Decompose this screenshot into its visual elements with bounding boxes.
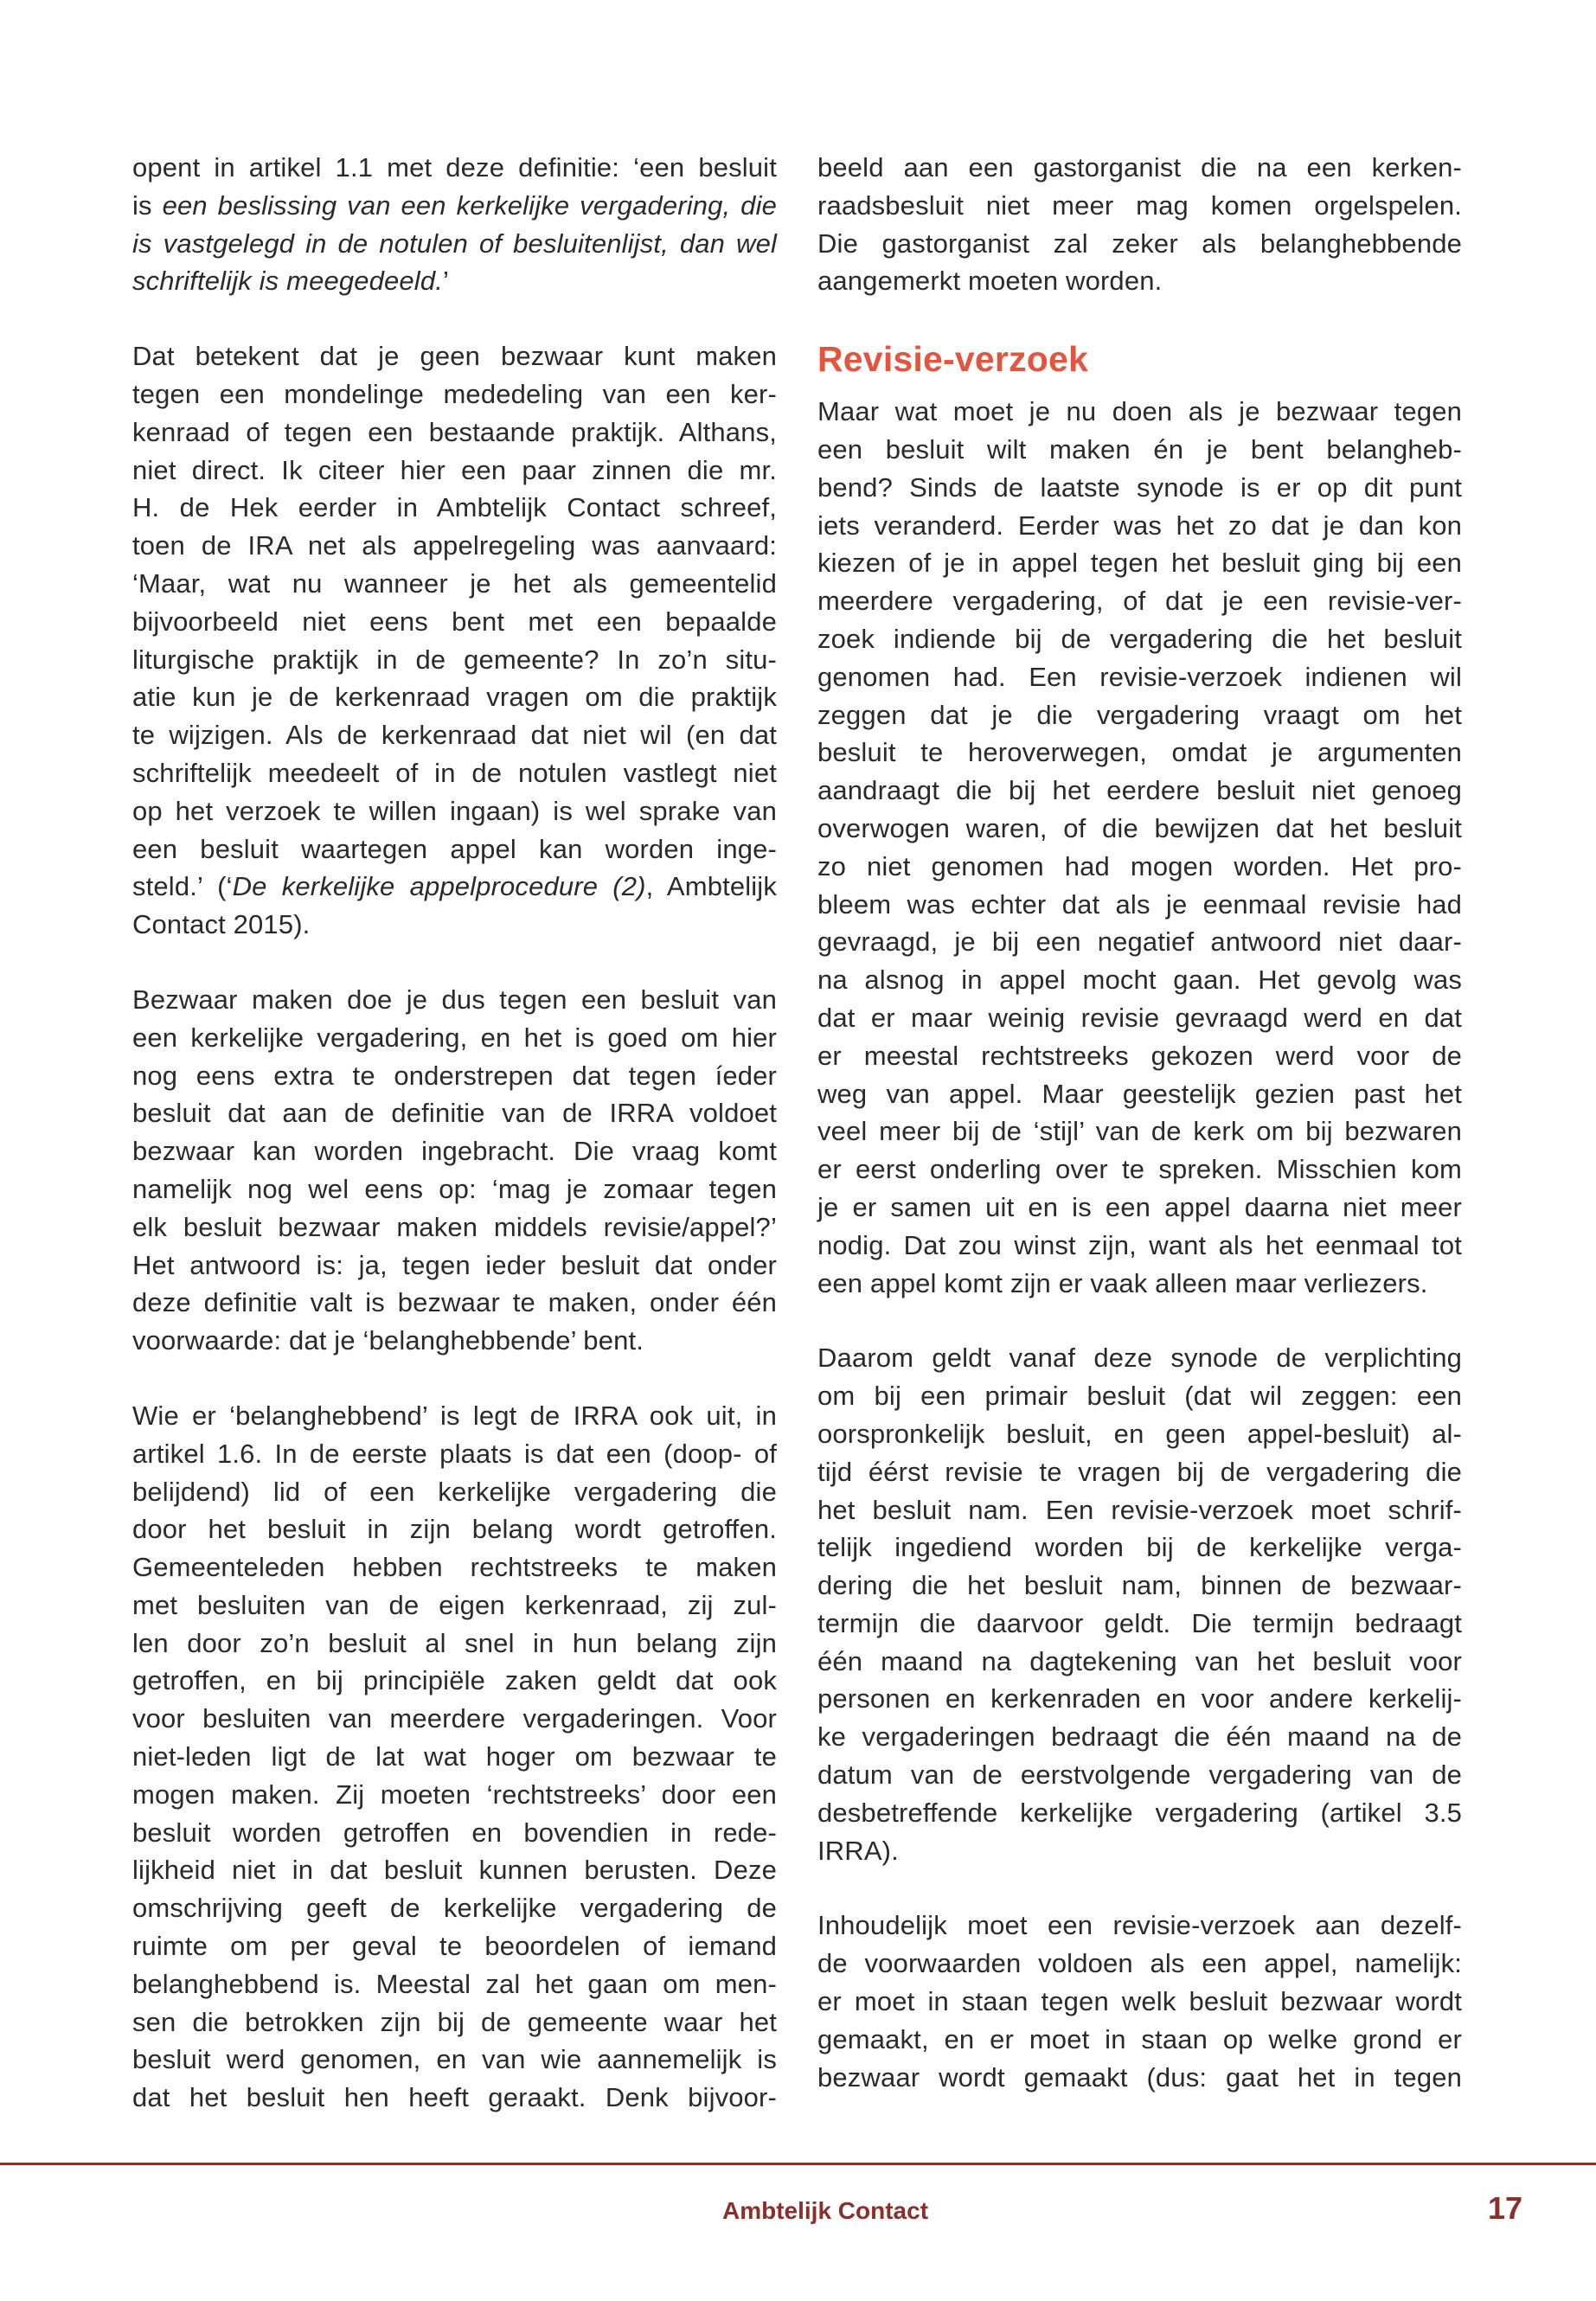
paragraph-belanghebbend xyxy=(132,1397,777,2117)
text-line: genomen had. Een revisie-verzoek indienen wil xyxy=(817,661,1462,692)
text-line: te wijzigen. Als de kerkenraad dat niet wil (en dat xyxy=(132,720,777,751)
text-line: dat er maar weinig revisie gevraagd werd en dat xyxy=(817,1002,1462,1033)
text-line: ruimte om per geval te beoordelen of iemand xyxy=(132,1931,777,1962)
section-heading: Revisie-verzoek xyxy=(817,339,1088,380)
text-line: Gemeenteleden hebben rechtstreeks te maken xyxy=(132,1552,777,1583)
text-line: Wie er ‘belanghebbend’ is legt de IRRA ook uit, in xyxy=(132,1400,777,1431)
text-line: veel meer bij de ‘stijl’ van de kerk om bij bezwaren xyxy=(817,1116,1462,1147)
text-line: opent in artikel 1.1 met deze definitie: ‘een besluit xyxy=(132,152,777,183)
text-line: op het verzoek te willen ingaan) is wel sprake van xyxy=(132,795,777,826)
text-line: sen die betrokken zijn bij de gemeente waar het xyxy=(132,2006,777,2037)
text-line: besluit worden getroffen en bovendien in rede- xyxy=(132,1817,777,1848)
text-line: na alsnog in appel mocht gaan. Het gevolg was xyxy=(817,965,1462,996)
text-line: namelijk nog wel eens op: ‘mag je zomaar tegen xyxy=(132,1173,777,1204)
text-line: desbetreffende kerkelijke vergadering (artikel 3.5 xyxy=(817,1797,1462,1828)
text-line: liturgische praktijk in de gemeente? In zo’n situ- xyxy=(132,644,777,675)
text-line: de voorwaarden voldoen als een appel, namelijk: xyxy=(817,1948,1462,1979)
text-line: raadsbesluit niet meer mag komen orgelspelen. xyxy=(817,189,1462,221)
text-line: ke vergaderingen bedraagt die één maand na de xyxy=(817,1721,1462,1753)
text-line xyxy=(132,262,777,300)
text-line xyxy=(132,225,777,263)
text-span: steld.’ (‘ xyxy=(132,871,233,902)
text-line: Contact 2015). xyxy=(132,909,311,940)
text-line: één maand na dagtekening van het besluit voor xyxy=(817,1645,1462,1676)
text-line: Maar wat moet je nu doen als je bezwaar tegen xyxy=(817,396,1462,427)
text-line: omschrijving geeft de kerkelijke vergadering de xyxy=(132,1893,777,1924)
text-line: belanghebbend is. Meestal zal het gaan om men- xyxy=(132,1968,777,1999)
text-line: gevraagd, je bij een negatief antwoord niet daar- xyxy=(817,926,1462,958)
text-line: bijvoorbeeld niet eens bent met een bepaalde xyxy=(132,606,777,637)
text-line: beeld aan een gastorganist die na een kerken- xyxy=(817,152,1462,183)
text-line: Inhoudelijk moet een revisie-verzoek aan dezelf- xyxy=(817,1910,1462,1941)
text-line: zoek indiende bij de vergadering die het besluit xyxy=(817,623,1462,654)
italic-quote: schriftelijk is meegedeeld. xyxy=(132,266,443,297)
text-line: belijdend) lid of een kerkelijke vergadering die xyxy=(132,1476,777,1507)
text-line: niet direct. Ik citeer hier een paar zinnen die mr. xyxy=(132,454,777,485)
text-line: bezwaar kan worden ingebracht. Die vraag komt xyxy=(132,1136,777,1167)
text-line: kiezen of je in appel tegen het besluit ging bij een xyxy=(817,548,1462,579)
text-line: het besluit nam. Een revisie-verzoek moet schrif- xyxy=(817,1494,1462,1525)
text-line: er moet in staan tegen welk besluit bezwaar wordt xyxy=(817,1986,1462,2017)
text-line: er eerst onderling over te spreken. Misschien kom xyxy=(817,1154,1462,1185)
text-line: een besluit waartegen appel kan worden inge- xyxy=(132,833,777,864)
text-line: een appel komt zijn er vaak alleen maar verliezers. xyxy=(817,1267,1428,1298)
paragraph-bezwaar-maken xyxy=(132,981,777,1360)
text-line: bleem was echter dat als je eenmaal revisie had xyxy=(817,888,1462,920)
text-line: voor besluiten van meerdere vergaderingen. Voor xyxy=(132,1703,777,1734)
text-line xyxy=(132,868,777,906)
paragraph-verplichting xyxy=(817,1339,1462,1869)
text-line: een kerkelijke vergadering, en het is goed om hier xyxy=(132,1022,777,1053)
text-line: elk besluit bezwaar maken middels revisie/appel?’ xyxy=(132,1211,777,1242)
text-line: schriftelijk meedeelt of in de notulen vastlegt niet xyxy=(132,757,777,788)
text-line: aangemerkt moeten worden. xyxy=(817,266,1163,297)
text-line: tegen een mondelinge mededeling van een ker- xyxy=(132,378,777,409)
text-line: door het besluit in zijn belang wordt getroffen. xyxy=(132,1514,777,1545)
text-line: meerdere vergadering, of dat je een revisie-ver- xyxy=(817,586,1462,617)
italic-quote: een beslissing van een kerkelijke vergadering, die xyxy=(162,189,778,221)
text-line: dering die het besluit nam, binnen de bezwaar- xyxy=(817,1570,1462,1601)
text-line: gemaakt, en er moet in staan op welke grond er xyxy=(817,2023,1462,2054)
text-line: met besluiten van de eigen kerkenraad, zij zul- xyxy=(132,1589,777,1620)
text-line: zo niet genomen had mogen worden. Het pro- xyxy=(817,850,1462,881)
text-line: besluit dat aan de definitie van de IRRA voldoet xyxy=(132,1098,777,1129)
text-line: tijd éérst revisie te vragen bij de vergadering die xyxy=(817,1456,1462,1487)
text-line: toen de IRA net als appelregeling was aanvaard: xyxy=(132,530,777,561)
text-line: bezwaar wordt gemaakt (dus: gaat het in tegen xyxy=(817,2061,1462,2093)
text-line: personen en kerkenraden en voor andere kerkelij- xyxy=(817,1683,1462,1715)
footer-publication-title: Ambtelijk Contact xyxy=(722,2197,929,2224)
text-line: oorspronkelijk besluit, en geen appel-besluit) al- xyxy=(817,1418,1462,1449)
text-line: bend? Sinds de laatste synode is er op dit punt xyxy=(817,471,1462,503)
text-span: , Ambtelijk xyxy=(645,871,777,902)
text-line: iets veranderd. Eerder was het zo dat je dan kon xyxy=(817,510,1462,541)
text-line: nodig. Dat zou winst zijn, want als het eenmaal tot xyxy=(817,1229,1462,1260)
left-column xyxy=(132,149,777,2154)
paragraph-mondelinge-mededeling xyxy=(132,337,777,944)
text-line: zeggen dat je die vergadering vraagt om het xyxy=(817,699,1462,730)
text-line: overwogen waren, of die bewijzen dat het besluit xyxy=(817,812,1462,843)
citation-title: De kerkelijke appelprocedure (2) xyxy=(232,871,646,902)
text-line: termijn die daarvoor geldt. Die termijn bedraagt xyxy=(817,1607,1462,1638)
text-line: getroffen, en bij principiële zaken geldt dat ook xyxy=(132,1665,777,1696)
text-span: is xyxy=(132,189,163,221)
text-line: Bezwaar maken doe je dus tegen een besluit van xyxy=(132,984,777,1015)
text-line: besluit te heroverwegen, omdat je argumenten xyxy=(817,737,1462,768)
text-line: je er samen uit en is een appel daarna niet meer xyxy=(817,1191,1462,1222)
text-line: niet-leden ligt de lat wat hoger om bezwaar te xyxy=(132,1741,777,1772)
text-line: een besluit wilt maken én je bent belangheb- xyxy=(817,433,1462,465)
text-line: weg van appel. Maar geestelijk gezien past het xyxy=(817,1078,1462,1109)
italic-quote: is vastgelegd in de notulen of besluitenlijst, dan wel xyxy=(132,228,777,259)
text-line: H. de Hek eerder in Ambtelijk Contact schreef, xyxy=(132,492,777,523)
text-line: atie kun je de kerkenraad vragen om die praktijk xyxy=(132,682,777,713)
right-column xyxy=(817,149,1462,2133)
text-line: Het antwoord is: ja, tegen ieder besluit dat onder xyxy=(132,1249,777,1280)
paragraph-revisie-verzoek xyxy=(817,393,1462,1302)
text-line: er meestal rechtstreeks gekozen werd voor de xyxy=(817,1040,1462,1071)
text-line: Dat betekent dat je geen bezwaar kunt maken xyxy=(132,341,777,372)
text-line: Die gastorganist zal zeker als belanghebbende xyxy=(817,228,1462,259)
text-line: artikel 1.6. In de eerste plaats is dat een (doop- of xyxy=(132,1438,777,1469)
text-line: dat het besluit hen heeft geraakt. Denk bijvoor- xyxy=(132,2082,777,2113)
text-line: telijk ingediend worden bij de kerkelijke verga- xyxy=(817,1532,1462,1563)
text-line: len door zo’n besluit al snel in hun belang zijn xyxy=(132,1627,777,1658)
text-line: Daarom geldt vanaf deze synode de verplichting xyxy=(817,1343,1462,1374)
text-line: besluit werd genomen, en van wie aannemelijk is xyxy=(132,2044,777,2075)
text-line: ‘Maar, wat nu wanneer je het als gemeentelid xyxy=(132,567,777,599)
text-line: aandraagt die bij het eerdere besluit niet genoeg xyxy=(817,775,1462,806)
text-span: ’ xyxy=(443,266,450,297)
text-line: IRRA). xyxy=(817,1835,899,1866)
text-line: nog eens extra te onderstrepen dat tegen íeder xyxy=(132,1060,777,1091)
text-line: om bij een primair besluit (dat wil zeggen: een xyxy=(817,1381,1462,1412)
page-number: 17 xyxy=(1488,2190,1523,2226)
paragraph-inhoudelijk xyxy=(817,1907,1462,2096)
text-line: deze definitie valt is bezwaar te maken, onder één xyxy=(132,1287,777,1318)
text-line: lijkheid niet in dat besluit kunnen berusten. Deze xyxy=(132,1855,777,1886)
text-line: mogen maken. Zij moeten ‘rechtstreeks’ door een xyxy=(132,1779,777,1810)
text-line xyxy=(132,187,777,225)
text-line: datum van de eerstvolgende vergadering van de xyxy=(817,1759,1462,1791)
paragraph-gastorganist xyxy=(817,149,1462,300)
footer-divider xyxy=(0,2163,1596,2165)
text-line: voorwaarde: dat je ‘belanghebbende’ bent. xyxy=(132,1325,644,1356)
text-line: kenraad of tegen een bestaande praktijk. Althans, xyxy=(132,416,777,447)
paragraph-definition xyxy=(132,149,777,300)
